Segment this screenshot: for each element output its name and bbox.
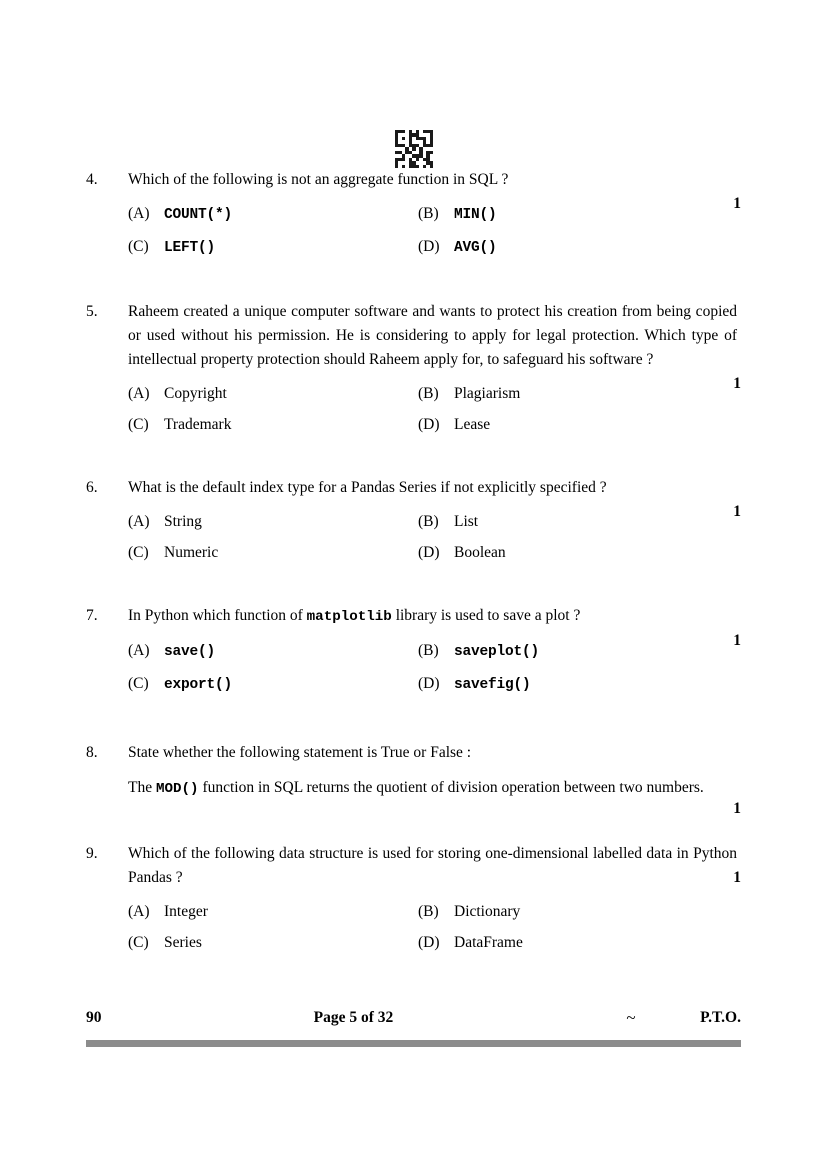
option-c[interactable] [128, 668, 418, 701]
statement-code: MOD() [155, 781, 199, 797]
option-label: (A) [128, 513, 150, 530]
option-value: export() [164, 677, 233, 693]
spacer [86, 568, 741, 604]
question-7 [86, 604, 741, 701]
option-label: (D) [418, 238, 440, 255]
option-value: Dictionary [454, 903, 521, 920]
pto-label: P.T.O. [700, 1009, 741, 1026]
option-d[interactable] [418, 668, 531, 701]
spacer [86, 264, 741, 300]
option-label: (B) [418, 642, 439, 659]
question-number: 8. [86, 744, 98, 761]
question-marks: 1 [733, 503, 741, 520]
question-text: State whether the following statement is True or False : [128, 744, 472, 761]
footer-tilde: ~ [626, 1008, 636, 1027]
option-d[interactable] [418, 231, 497, 264]
option-label: (A) [128, 903, 150, 920]
spacer [86, 701, 741, 741]
question-number: 7. [86, 607, 98, 624]
option-b[interactable] [418, 198, 497, 231]
question-marks: 1 [733, 800, 741, 817]
option-value: LEFT() [164, 240, 216, 256]
option-value: Integer [164, 903, 208, 920]
question-marks: 1 [733, 375, 741, 392]
option-a[interactable] [128, 896, 418, 927]
option-value: String [164, 513, 202, 530]
option-value: Lease [454, 416, 491, 433]
question-5 [86, 300, 741, 440]
option-d[interactable] [418, 409, 490, 440]
option-value: DataFrame [454, 934, 523, 951]
page-number-label: Page 5 of 32 [313, 1009, 394, 1026]
option-c[interactable] [128, 231, 418, 264]
option-label: (A) [128, 385, 150, 402]
question-text: Raheem created a unique computer software and wants to protect his creation from being copied or used without his permission. He is considering to apply for legal protection. Which type of intellectual property protection should Raheem apply for, to safeguard his software ? [128, 303, 737, 368]
option-label: (C) [128, 238, 149, 255]
questions-container [86, 168, 741, 958]
option-label: (C) [128, 675, 149, 692]
option-d[interactable] [418, 537, 506, 568]
spacer [86, 440, 741, 476]
option-label: (A) [128, 642, 150, 659]
option-label: (C) [128, 416, 149, 433]
question-text: Which of the following is not an aggregate function in SQL ? [128, 171, 509, 188]
option-value: saveplot() [454, 644, 540, 660]
option-value: List [454, 513, 479, 530]
question-text-part: library is used to save a plot ? [391, 607, 581, 624]
option-a[interactable] [128, 635, 418, 668]
option-label: (B) [418, 513, 439, 530]
option-c[interactable] [128, 537, 418, 568]
option-c[interactable] [128, 927, 418, 958]
option-label: (C) [128, 934, 149, 951]
option-value: Numeric [164, 544, 219, 561]
option-label: (D) [418, 544, 440, 561]
option-value: Series [164, 934, 202, 951]
question-text-part: In Python which function of [128, 607, 307, 624]
option-value: MIN() [454, 207, 497, 223]
statement-part: The [128, 779, 156, 796]
footer-rule [86, 1040, 741, 1047]
question-marks: 1 [733, 632, 741, 649]
option-value: Copyright [164, 385, 227, 402]
option-c[interactable] [128, 409, 418, 440]
question-number: 4. [86, 171, 98, 188]
option-b[interactable] [418, 378, 520, 409]
option-d[interactable] [418, 927, 523, 958]
option-value: COUNT(*) [164, 207, 233, 223]
option-a[interactable] [128, 506, 418, 537]
option-label: (D) [418, 675, 440, 692]
page-footer [86, 1005, 741, 1031]
option-label: (C) [128, 544, 149, 561]
option-value: save() [164, 644, 216, 660]
qr-code-icon [395, 130, 433, 168]
question-text: What is the default index type for a Pandas Series if not explicitly specified ? [128, 479, 607, 496]
option-value: Trademark [164, 416, 232, 433]
option-b[interactable] [418, 896, 520, 927]
option-value: AVG() [454, 240, 497, 256]
option-label: (D) [418, 934, 440, 951]
question-number: 9. [86, 845, 98, 862]
options-list [86, 378, 741, 440]
option-value: Boolean [454, 544, 506, 561]
paper-code: 90 [86, 1009, 102, 1026]
options-list [86, 896, 741, 958]
question-9 [86, 842, 741, 958]
question-text: Which of the following data structure is used for storing one-dimensional labelled data in Python Pandas ? [128, 845, 737, 886]
option-a[interactable] [128, 378, 418, 409]
option-label: (B) [418, 205, 439, 222]
option-label: (D) [418, 416, 440, 433]
question-statement [86, 775, 741, 802]
option-b[interactable] [418, 635, 539, 668]
question-number: 5. [86, 303, 98, 320]
statement-part: function in SQL returns the quotient of division operation between two numbers. [198, 779, 704, 796]
question-text-code: matplotlib [306, 609, 392, 625]
options-list [86, 635, 741, 701]
option-label: (B) [418, 385, 439, 402]
options-list [86, 506, 741, 568]
question-8 [86, 741, 741, 817]
option-label: (A) [128, 205, 150, 222]
question-marks: 1 [733, 195, 741, 212]
option-label: (B) [418, 903, 439, 920]
option-b[interactable] [418, 506, 478, 537]
question-number: 6. [86, 479, 98, 496]
spacer [86, 802, 741, 842]
option-value: savefig() [454, 677, 531, 693]
question-6 [86, 476, 741, 568]
option-value: Plagiarism [454, 385, 521, 402]
question-4 [86, 168, 741, 264]
option-a[interactable] [128, 198, 418, 231]
question-marks: 1 [733, 869, 741, 886]
question-text [128, 604, 741, 629]
options-list [86, 198, 741, 264]
